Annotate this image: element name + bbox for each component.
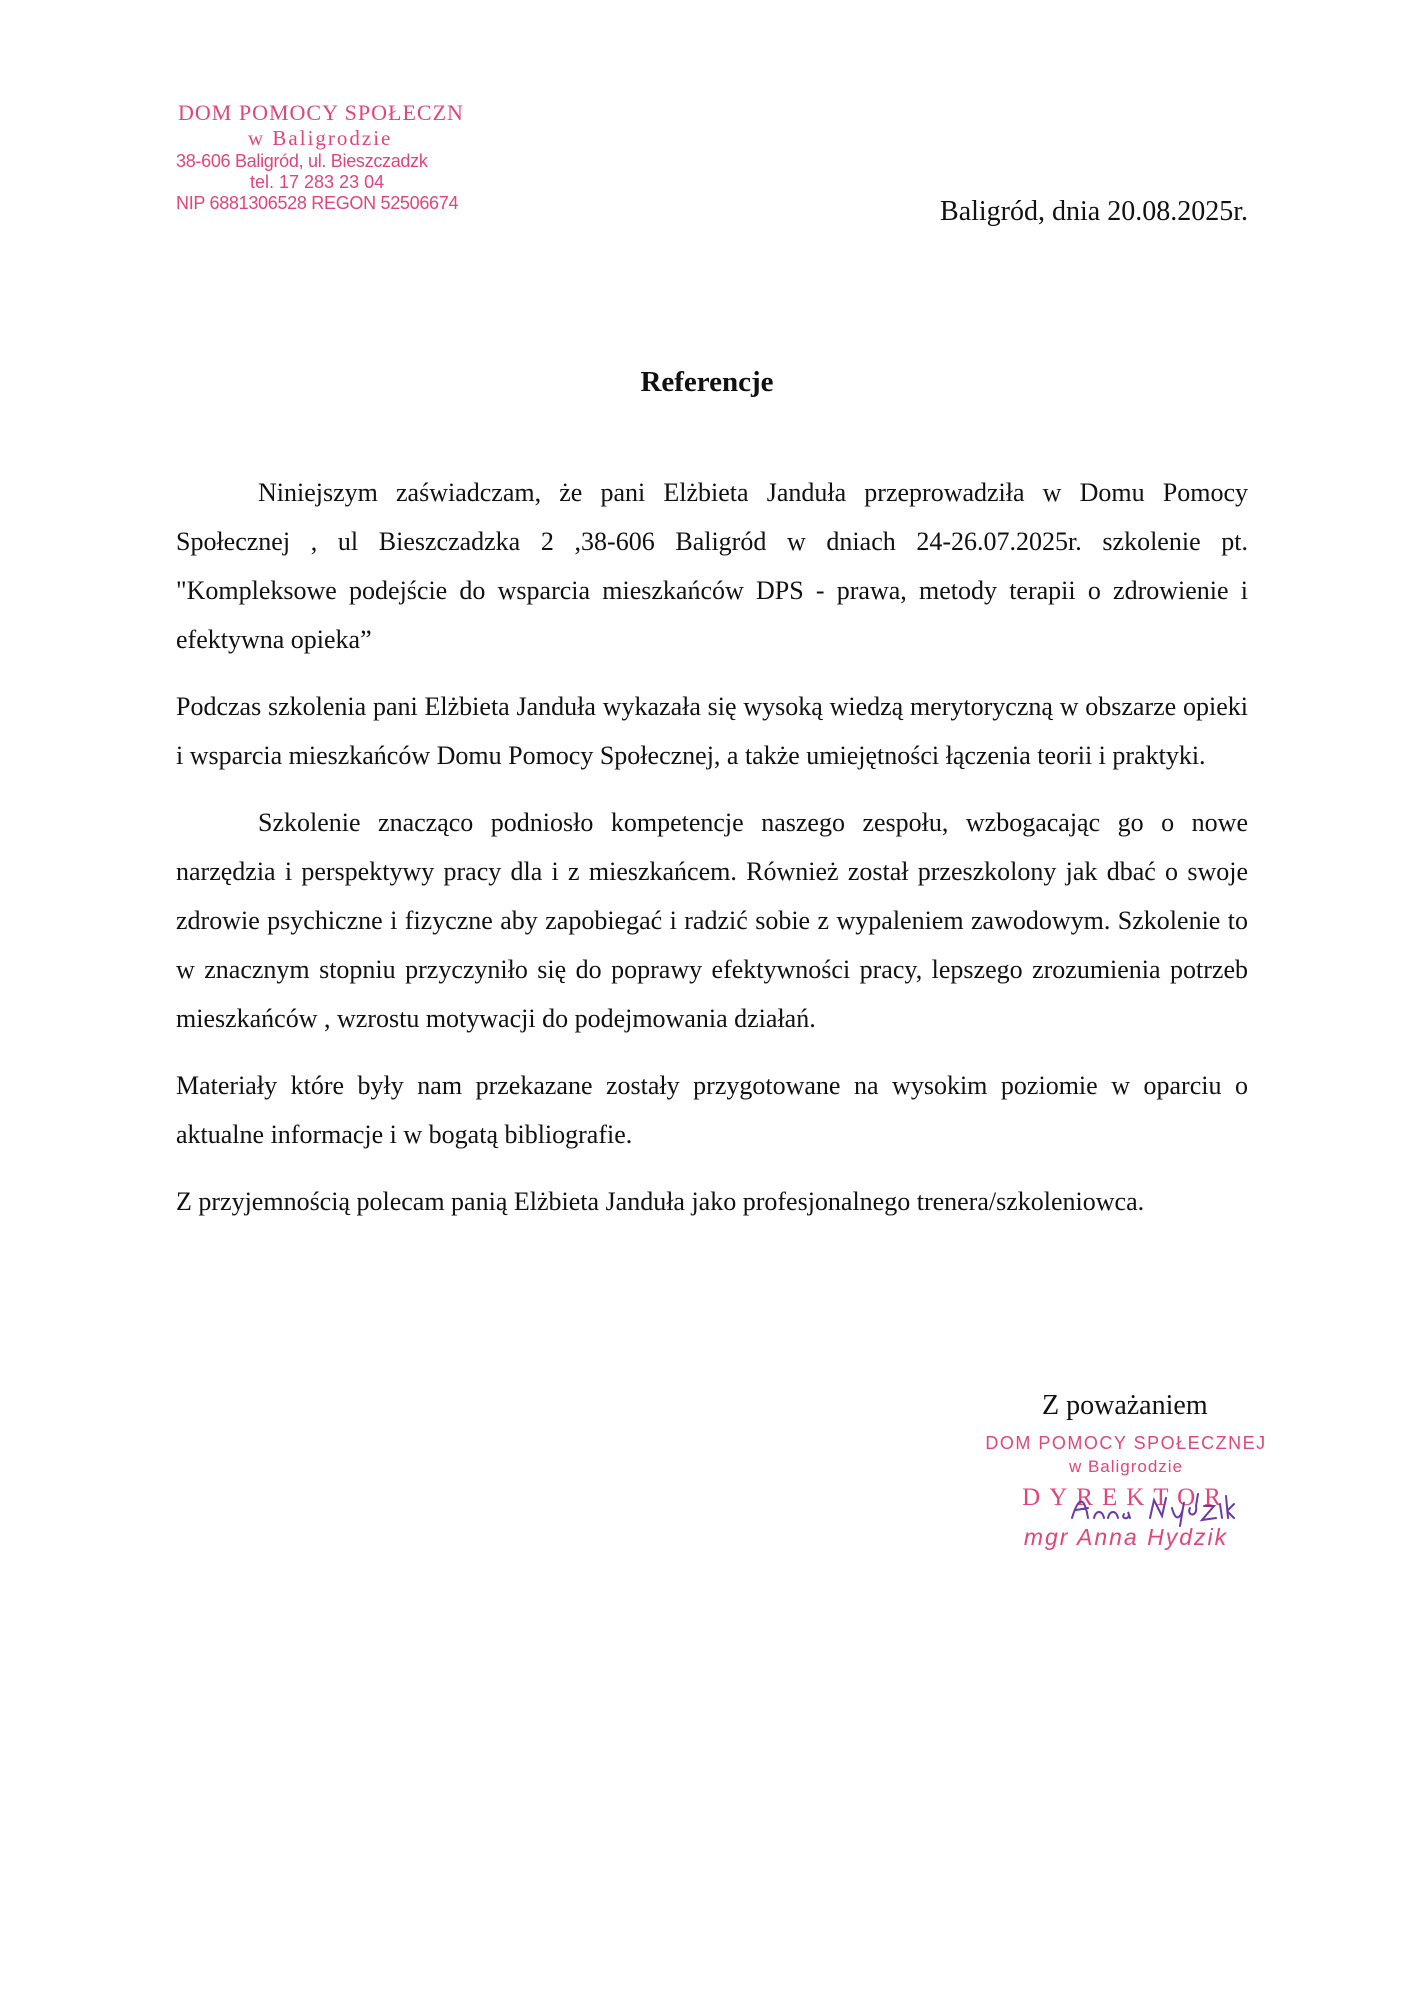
director-stamp-institution: DOM POMOCY SPOŁECZNEJ: [985, 1433, 1267, 1453]
stamp-institution-name: DOM POMOCY SPOŁECZN: [178, 100, 464, 125]
letter-body: [176, 468, 1248, 1244]
paragraph-intro: Niniejszym zaświadczam, że pani Elżbieta Janduła przeprowadziła w Domu Pomocy Społecznej , ul Bieszczadzka 2 ,38-606 Baligród w dniach 24-26.07.2025r. szkolenie pt. "Kompleksowe podejście do wsparcia mieszkańców DPS - prawa, metody terapii o zdrowienie i efektywna opieka”: [176, 478, 1248, 654]
stamp-tax-ids: NIP 6881306528 REGON 52506674: [176, 193, 459, 214]
closing-salutation: Z poważaniem: [1042, 1390, 1208, 1421]
paragraph-knowledge: Podczas szkolenia pani Elżbieta Janduła wykazała się wysoką wiedzą merytoryczną w obszarze opieki i wsparcia mieszkańców Domu Pomocy Społecznej, a także umiejętności łączenia teorii i praktyki.: [176, 692, 1248, 770]
handwritten-signature-icon: [1066, 1488, 1236, 1528]
paragraph-recommendation: Z przyjemnością polecam panią Elżbieta Janduła jako profesjonalnego trenera/szkoleniowca.: [176, 1187, 1145, 1216]
paragraph-materials: Materiały które były nam przekazane zostały przygotowane na wysokim poziomie w oparciu o aktualne informacje i w bogatą bibliografie.: [176, 1071, 1248, 1149]
place-date: Baligród, dnia 20.08.2025r.: [940, 196, 1248, 227]
director-stamp-role: DYREKTOR: [1022, 1484, 1230, 1511]
stamp-address: 38-606 Baligród, ul. Bieszczadzk: [176, 150, 428, 171]
director-stamp-person: mgr Anna Hydzik: [1023, 1524, 1229, 1550]
document-title: Referencje: [640, 366, 774, 398]
director-stamp-city: w Baligrodzie: [1068, 1457, 1184, 1476]
stamp-phone: tel. 17 283 23 04: [250, 171, 385, 192]
stamp-institution-city: w Baligrodzie: [248, 125, 393, 150]
header-stamp: [176, 100, 496, 214]
paragraph-impact: Szkolenie znacząco podniosło kompetencje naszego zespołu, wzbogacając go o nowe narzędzia i perspektywy pracy dla i z mieszkańcem. Również został przeszkolony jak dbać o swoje zdrowie psychiczne i fizyczne aby zapobiegać i radzić sobie z wypaleniem zawodowym. Szkolenie to w znacznym stopniu przyczyniło się do poprawy efektywności pracy, lepszego zrozumienia potrzeb mieszkańców , wzrostu motywacji do podejmowania działań.: [176, 808, 1248, 1033]
